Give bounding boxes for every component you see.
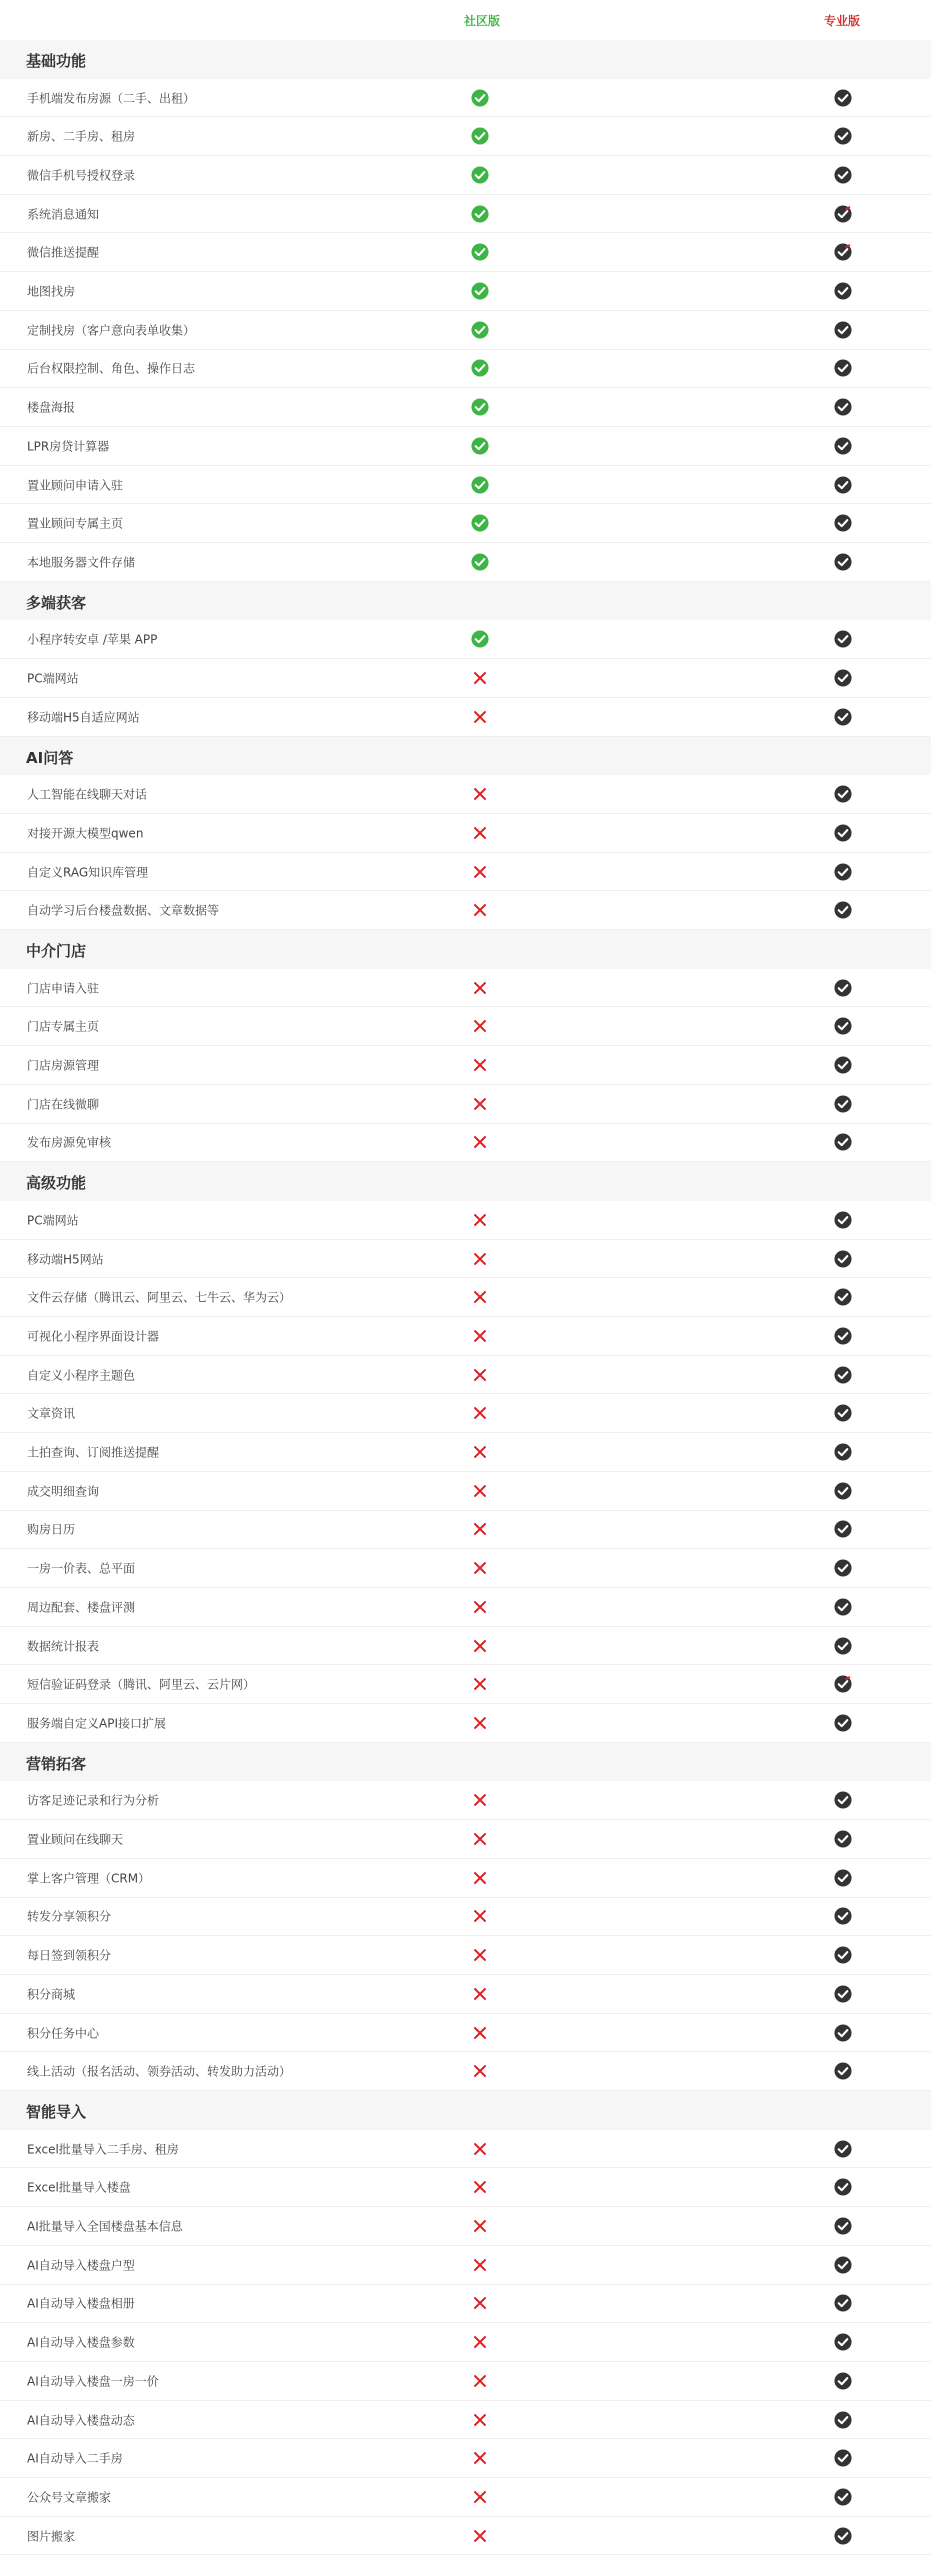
table-row — [0, 1124, 931, 1163]
cross-icon — [471, 1675, 489, 1693]
check-circle-icon — [834, 1482, 852, 1500]
feature-label: 门店房源管理 — [27, 1058, 100, 1073]
feature-label: 发布房源免审核 — [27, 1135, 112, 1150]
check-circle-icon — [834, 1366, 852, 1384]
feature-label: 线上活动（报名活动、领券活动、转发助力活动） — [27, 2064, 292, 2079]
cross-icon — [471, 1288, 489, 1306]
check-circle-icon — [834, 243, 852, 261]
table-row — [0, 2323, 931, 2362]
check-circle-icon — [834, 1946, 852, 1964]
column-header-community: 社区版 — [463, 14, 501, 28]
feature-label: 文章资讯 — [27, 1406, 76, 1421]
check-circle-icon — [834, 1327, 852, 1345]
check-circle-icon — [834, 1714, 852, 1732]
feature-label: AI自动导入楼盘相册 — [27, 2296, 135, 2311]
check-circle-icon — [834, 1211, 852, 1229]
check-circle-icon — [834, 708, 852, 726]
table-row — [0, 775, 931, 814]
table-row — [0, 1820, 931, 1859]
check-circle-icon — [834, 2140, 852, 2158]
check-circle-icon — [834, 1443, 852, 1461]
cross-icon — [471, 1907, 489, 1925]
table-row — [0, 2285, 931, 2324]
feature-label: 掌上客户管理（CRM） — [27, 1871, 151, 1886]
table-row — [0, 1317, 931, 1356]
table-row — [0, 543, 931, 582]
table-row — [0, 1936, 931, 1975]
cross-icon — [471, 1327, 489, 1345]
table-row — [0, 311, 931, 350]
feature-label: 门店申请入驻 — [27, 981, 100, 996]
table-row — [0, 1898, 931, 1937]
cross-icon — [471, 901, 489, 919]
cross-icon — [471, 2178, 489, 2196]
check-circle-icon — [834, 2294, 852, 2312]
check-circle-icon — [471, 205, 489, 223]
check-circle-icon — [834, 1637, 852, 1655]
feature-label: 自动学习后台楼盘数据、文章数据等 — [27, 903, 220, 918]
check-circle-icon — [834, 630, 852, 648]
table-row — [0, 2401, 931, 2440]
table-row — [0, 1085, 931, 1124]
check-circle-icon — [834, 2527, 852, 2545]
check-circle-icon — [471, 476, 489, 494]
cross-icon — [471, 1559, 489, 1577]
column-header-pro: 专业版 — [823, 14, 861, 28]
feature-label: AI自动导入二手房 — [27, 2451, 123, 2466]
check-circle-icon — [834, 89, 852, 107]
section-header — [0, 737, 931, 776]
feature-label: Excel批量导入二手房、租房 — [27, 2142, 179, 2157]
check-circle-icon — [834, 1250, 852, 1268]
table-row — [0, 350, 931, 389]
cross-icon — [471, 1985, 489, 2003]
cross-icon — [471, 1637, 489, 1655]
table-row — [0, 2362, 931, 2401]
feature-label: 购房日历 — [27, 1522, 76, 1537]
table-row — [0, 2246, 931, 2285]
check-circle-icon — [834, 2062, 852, 2080]
check-circle-icon — [834, 1598, 852, 1616]
check-circle-icon — [834, 514, 852, 532]
table-row — [0, 1975, 931, 2014]
check-circle-icon — [834, 785, 852, 803]
section-header — [0, 40, 931, 79]
table-header — [0, 0, 931, 38]
cross-icon — [471, 2256, 489, 2274]
cross-icon — [471, 2140, 489, 2158]
check-circle-icon — [834, 2178, 852, 2196]
section-header — [0, 1743, 931, 1782]
check-circle-icon — [834, 2449, 852, 2467]
check-circle-icon — [834, 2488, 852, 2506]
table-row — [0, 1704, 931, 1743]
feature-label: 数据统计报表 — [27, 1639, 100, 1654]
cross-icon — [471, 708, 489, 726]
check-circle-icon — [834, 2372, 852, 2390]
cross-icon — [471, 2527, 489, 2545]
table-row — [0, 234, 931, 273]
feature-label: 服务端自定义API接口扩展 — [27, 1716, 166, 1731]
check-circle-icon — [834, 398, 852, 416]
table-row — [0, 272, 931, 311]
check-circle-icon — [834, 1791, 852, 1809]
section-header — [0, 582, 931, 621]
check-circle-icon — [834, 1907, 852, 1925]
table-row — [0, 969, 931, 1008]
feature-label: 一房一价表、总平面 — [27, 1561, 136, 1576]
cross-icon — [471, 2333, 489, 2351]
check-circle-icon — [834, 901, 852, 919]
feature-label: AI自动导入楼盘参数 — [27, 2335, 135, 2350]
cross-icon — [471, 1443, 489, 1461]
feature-label: 后台权限控制、角色、操作日志 — [27, 361, 196, 376]
check-circle-icon — [834, 437, 852, 455]
feature-label: 短信验证码登录（腾讯、阿里云、云片网） — [27, 1677, 256, 1692]
check-circle-icon — [834, 1017, 852, 1035]
cross-icon — [471, 785, 489, 803]
cross-icon — [471, 669, 489, 687]
cross-icon — [471, 2449, 489, 2467]
table-row — [0, 1627, 931, 1666]
check-circle-icon — [834, 1288, 852, 1306]
table-row — [0, 1433, 931, 1472]
feature-label: AI自动导入楼盘一房一价 — [27, 2374, 159, 2389]
feature-label: 积分任务中心 — [27, 2026, 100, 2041]
check-circle-icon — [834, 127, 852, 145]
cross-icon — [471, 1520, 489, 1538]
check-circle-icon — [834, 1985, 852, 2003]
cross-icon — [471, 2294, 489, 2312]
section-title: AI问答 — [26, 748, 74, 767]
feature-label: 每日签到领积分 — [27, 1948, 112, 1963]
table-row — [0, 1278, 931, 1317]
check-circle-icon — [834, 2217, 852, 2235]
feature-label: 可视化小程序界面设计器 — [27, 1329, 160, 1344]
table-row — [0, 1240, 931, 1279]
cross-icon — [471, 1830, 489, 1848]
cross-icon — [471, 1714, 489, 1732]
feature-label: 楼盘海报 — [27, 400, 76, 415]
table-row — [0, 504, 931, 543]
table-row — [0, 2517, 931, 2556]
table-row — [0, 1859, 931, 1898]
feature-label: 积分商城 — [27, 1987, 76, 2002]
section-header — [0, 930, 931, 969]
table-row — [0, 195, 931, 234]
check-circle-icon — [834, 979, 852, 997]
check-circle-icon — [834, 2333, 852, 2351]
feature-label: PC端网站 — [27, 1213, 79, 1228]
cross-icon — [471, 1133, 489, 1151]
feature-label: 移动端H5自适应网站 — [27, 710, 140, 725]
cross-icon — [471, 1482, 489, 1500]
feature-label: 门店在线微聊 — [27, 1097, 100, 1112]
cross-icon — [471, 2372, 489, 2390]
feature-label: Excel批量导入楼盘 — [27, 2180, 131, 2195]
check-circle-icon — [471, 127, 489, 145]
section-title: 多端获客 — [26, 593, 87, 612]
feature-label: 访客足迹记录和行为分析 — [27, 1793, 160, 1808]
section-title: 基础功能 — [26, 52, 87, 70]
check-circle-icon — [471, 553, 489, 571]
feature-label: 公众号文章搬家 — [27, 2490, 112, 2505]
cross-icon — [471, 1404, 489, 1422]
check-circle-icon — [471, 282, 489, 300]
table-row — [0, 2439, 931, 2478]
section-title: 智能导入 — [26, 2103, 87, 2122]
check-circle-icon — [834, 824, 852, 842]
section-title: 营销拓客 — [26, 1754, 87, 1773]
feature-label: 系统消息通知 — [27, 207, 100, 222]
check-circle-icon — [471, 166, 489, 184]
table-row — [0, 853, 931, 892]
check-circle-icon — [834, 1404, 852, 1422]
feature-label: 门店专属主页 — [27, 1019, 100, 1034]
feature-label: 地图找房 — [27, 284, 76, 299]
table-row — [0, 814, 931, 853]
cross-icon — [471, 1250, 489, 1268]
table-row — [0, 1588, 931, 1627]
check-circle-icon — [471, 630, 489, 648]
check-circle-icon — [834, 669, 852, 687]
table-row — [0, 1511, 931, 1550]
check-circle-icon — [834, 863, 852, 881]
table-row — [0, 659, 931, 698]
check-circle-icon — [471, 514, 489, 532]
table-row — [0, 2478, 931, 2517]
table-row — [0, 2207, 931, 2246]
feature-label: AI批量导入全国楼盘基本信息 — [27, 2219, 183, 2234]
table-row — [0, 2169, 931, 2208]
check-circle-icon — [834, 2256, 852, 2274]
feature-label: AI自动导入楼盘动态 — [27, 2413, 135, 2428]
section-header — [0, 1162, 931, 1201]
check-circle-icon — [834, 2024, 852, 2042]
check-circle-icon — [834, 1520, 852, 1538]
table-row — [0, 156, 931, 195]
check-circle-icon — [471, 89, 489, 107]
cross-icon — [471, 1791, 489, 1809]
feature-label: 人工智能在线聊天对话 — [27, 787, 148, 802]
check-circle-icon — [834, 205, 852, 223]
feature-label: 移动端H5网站 — [27, 1252, 104, 1267]
cross-icon — [471, 1211, 489, 1229]
feature-label: 成交明细查询 — [27, 1484, 100, 1499]
table-row — [0, 1549, 931, 1588]
table-row — [0, 1665, 931, 1704]
cross-icon — [471, 2217, 489, 2235]
check-circle-icon — [471, 243, 489, 261]
feature-label: 置业顾问专属主页 — [27, 516, 124, 531]
feature-label: 微信推送提醒 — [27, 245, 100, 260]
check-circle-icon — [834, 1056, 852, 1074]
table-row — [0, 2130, 931, 2169]
cross-icon — [471, 1095, 489, 1113]
feature-label: 小程序转安卓 /苹果 APP — [27, 632, 158, 647]
table-row — [0, 1395, 931, 1434]
cross-icon — [471, 1869, 489, 1887]
feature-label: 周边配套、楼盘评测 — [27, 1600, 136, 1615]
check-circle-icon — [834, 1133, 852, 1151]
table-row — [0, 79, 931, 118]
table-row — [0, 2014, 931, 2053]
cross-icon — [471, 979, 489, 997]
check-circle-icon — [834, 282, 852, 300]
cross-icon — [471, 1946, 489, 1964]
feature-label: 新房、二手房、租房 — [27, 129, 136, 144]
feature-label: LPR房贷计算器 — [27, 439, 110, 454]
table-row — [0, 466, 931, 505]
section-title: 高级功能 — [26, 1174, 87, 1193]
feature-label: 转发分享领积分 — [27, 1909, 112, 1924]
feature-label: 手机端发布房源（二手、出租） — [27, 91, 196, 106]
cross-icon — [471, 2062, 489, 2080]
check-circle-icon — [834, 1095, 852, 1113]
table-row — [0, 1782, 931, 1821]
section-header — [0, 2091, 931, 2130]
feature-label: 对接开源大模型qwen — [27, 826, 144, 841]
check-circle-icon — [471, 359, 489, 377]
table-row — [0, 621, 931, 660]
cross-icon — [471, 863, 489, 881]
check-circle-icon — [834, 359, 852, 377]
table-row — [0, 2052, 931, 2091]
check-circle-icon — [471, 321, 489, 339]
cross-icon — [471, 2488, 489, 2506]
check-circle-icon — [834, 553, 852, 571]
check-circle-icon — [834, 476, 852, 494]
feature-label: 自定义小程序主题色 — [27, 1368, 136, 1383]
feature-label: 置业顾问在线聊天 — [27, 1832, 124, 1847]
check-circle-icon — [834, 166, 852, 184]
feature-label: 自定义RAG知识库管理 — [27, 865, 149, 880]
check-circle-icon — [471, 398, 489, 416]
check-circle-icon — [834, 1830, 852, 1848]
feature-label: 本地服务器文件存储 — [27, 555, 136, 570]
table-row — [0, 891, 931, 930]
feature-label: AI自动导入楼盘户型 — [27, 2258, 135, 2273]
cross-icon — [471, 824, 489, 842]
table-row — [0, 117, 931, 156]
feature-label: 置业顾问申请入驻 — [27, 478, 124, 493]
cross-icon — [471, 1056, 489, 1074]
cross-icon — [471, 2024, 489, 2042]
table-row — [0, 1201, 931, 1240]
check-circle-icon — [834, 1869, 852, 1887]
feature-label: 定制找房（客户意向表单收集） — [27, 323, 196, 338]
table-row — [0, 1046, 931, 1085]
table-row — [0, 1008, 931, 1047]
feature-label: 土拍查询、订阅推送提醒 — [27, 1445, 160, 1460]
feature-label: PC端网站 — [27, 671, 79, 686]
check-circle-icon — [834, 1559, 852, 1577]
check-circle-icon — [834, 321, 852, 339]
table-row — [0, 427, 931, 466]
section-title: 中介门店 — [26, 942, 87, 961]
check-circle-icon — [834, 2411, 852, 2429]
table-row — [0, 388, 931, 427]
table-row — [0, 1356, 931, 1395]
feature-label: 微信手机号授权登录 — [27, 168, 136, 183]
cross-icon — [471, 2411, 489, 2429]
table-row — [0, 1472, 931, 1511]
feature-label: 图片搬家 — [27, 2529, 76, 2544]
table-row — [0, 698, 931, 737]
cross-icon — [471, 1366, 489, 1384]
check-circle-icon — [471, 437, 489, 455]
check-circle-icon — [834, 1675, 852, 1693]
cross-icon — [471, 1017, 489, 1035]
feature-label: 文件云存储（腾讯云、阿里云、七牛云、华为云） — [27, 1290, 292, 1305]
cross-icon — [471, 1598, 489, 1616]
